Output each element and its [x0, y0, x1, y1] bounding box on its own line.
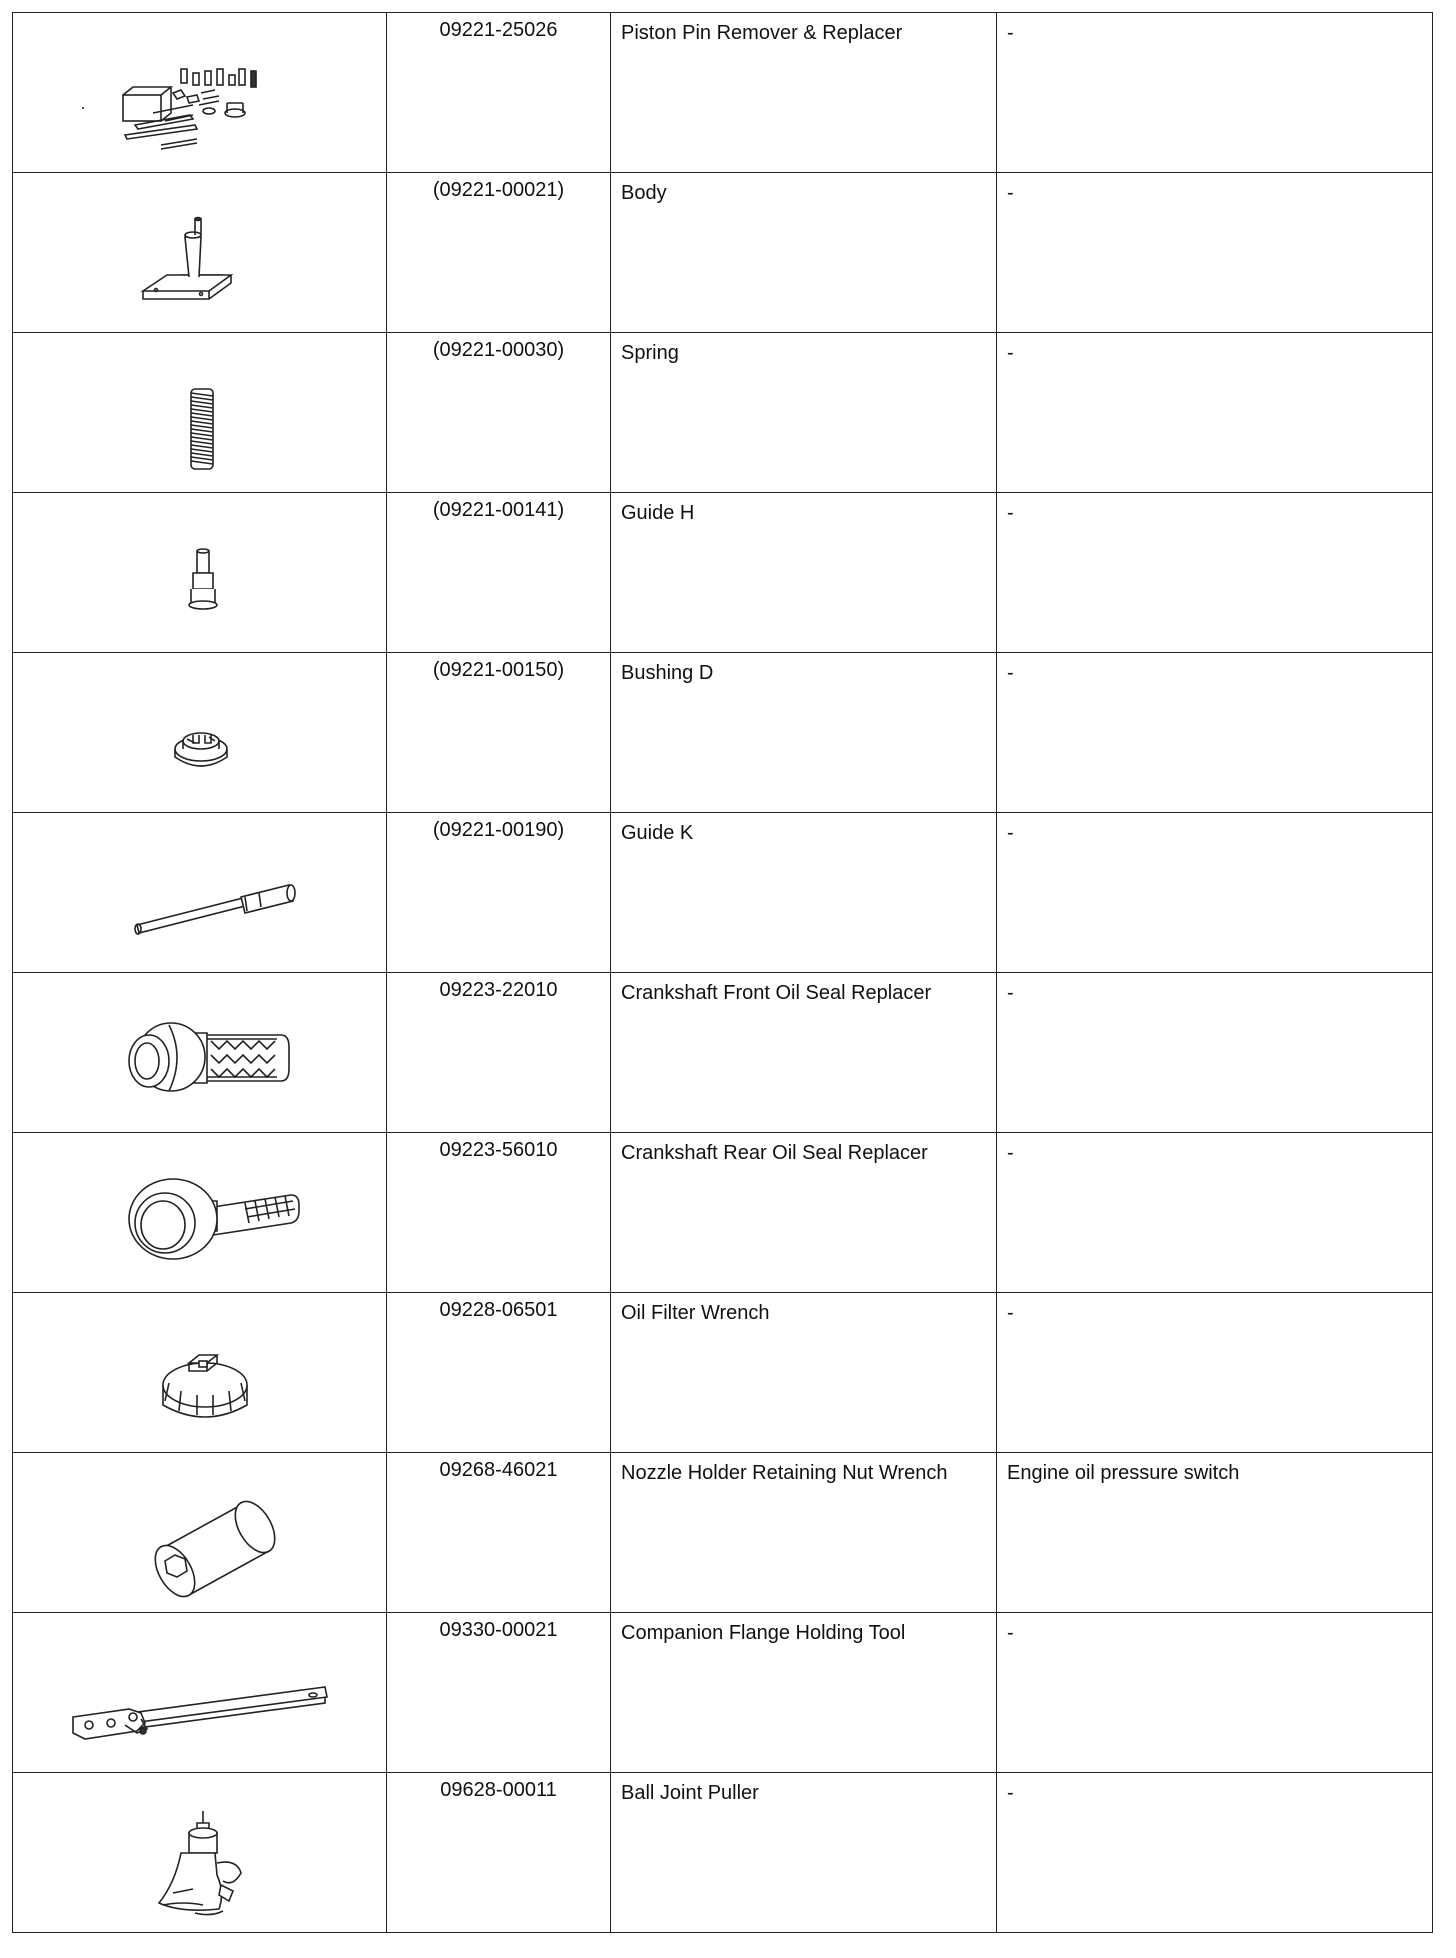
part-number: (09221-00030)	[387, 333, 611, 493]
piston-pin-kit-icon	[13, 13, 387, 173]
tool-note: -	[997, 973, 1433, 1133]
part-number: 09628-00011	[387, 1773, 611, 1933]
rear-seal-replacer-icon	[13, 1133, 387, 1293]
tool-name: Crankshaft Front Oil Seal Replacer	[611, 973, 997, 1133]
tool-image-cell	[13, 653, 387, 813]
table-row	[13, 1293, 1433, 1453]
part-number: (09221-00190)	[387, 813, 611, 973]
tool-note: -	[997, 1773, 1433, 1933]
tool-image-cell	[13, 813, 387, 973]
tool-image-cell	[13, 493, 387, 653]
table-row	[13, 173, 1433, 333]
tool-name: Crankshaft Rear Oil Seal Replacer	[611, 1133, 997, 1293]
tool-name: Guide H	[611, 493, 997, 653]
tool-note: -	[997, 333, 1433, 493]
tool-image-cell	[13, 1773, 387, 1933]
flange-holding-tool-icon	[13, 1613, 387, 1773]
part-number: (09221-00021)	[387, 173, 611, 333]
tool-name: Body	[611, 173, 997, 333]
tool-note: -	[997, 13, 1433, 173]
tool-note: -	[997, 653, 1433, 813]
part-number: 09221-25026	[387, 13, 611, 173]
table-row	[13, 333, 1433, 493]
table-row	[13, 493, 1433, 653]
table-row	[13, 813, 1433, 973]
tool-name: Companion Flange Holding Tool	[611, 1613, 997, 1773]
tool-name: Spring	[611, 333, 997, 493]
oil-filter-wrench-icon	[13, 1293, 387, 1453]
table-row	[13, 1613, 1433, 1773]
spring-icon	[13, 333, 387, 493]
part-number: (09221-00141)	[387, 493, 611, 653]
tool-name: Piston Pin Remover & Replacer	[611, 13, 997, 173]
part-number: (09221-00150)	[387, 653, 611, 813]
tool-image-cell	[13, 1293, 387, 1453]
tool-name: Oil Filter Wrench	[611, 1293, 997, 1453]
tool-image-cell	[13, 173, 387, 333]
tool-image-cell	[13, 973, 387, 1133]
tool-image-cell	[13, 1453, 387, 1613]
table-row	[13, 653, 1433, 813]
tool-name: Nozzle Holder Retaining Nut Wrench	[611, 1453, 997, 1613]
ball-joint-puller-icon	[13, 1773, 387, 1933]
tool-note: -	[997, 1133, 1433, 1293]
table-row	[13, 13, 1433, 173]
tool-image-cell	[13, 333, 387, 493]
table-row	[13, 973, 1433, 1133]
tool-image-cell	[13, 13, 387, 173]
guide-k-icon	[13, 813, 387, 973]
tool-note: -	[997, 813, 1433, 973]
tool-image-cell	[13, 1133, 387, 1293]
part-number: 09228-06501	[387, 1293, 611, 1453]
part-number: 09223-22010	[387, 973, 611, 1133]
guide-h-icon	[13, 493, 387, 653]
part-number: 09268-46021	[387, 1453, 611, 1613]
body-icon	[13, 173, 387, 333]
part-number: 09223-56010	[387, 1133, 611, 1293]
table-row	[13, 1453, 1433, 1613]
tool-name: Bushing D	[611, 653, 997, 813]
tool-name: Guide K	[611, 813, 997, 973]
tool-name: Ball Joint Puller	[611, 1773, 997, 1933]
tool-note: -	[997, 493, 1433, 653]
tool-note: Engine oil pressure switch	[997, 1453, 1433, 1613]
special-tools-table	[12, 12, 1433, 1933]
tool-note: -	[997, 173, 1433, 333]
part-number: 09330-00021	[387, 1613, 611, 1773]
front-seal-replacer-icon	[13, 973, 387, 1133]
socket-icon	[13, 1453, 387, 1613]
bushing-icon	[13, 653, 387, 813]
tool-note: -	[997, 1613, 1433, 1773]
tool-note: -	[997, 1293, 1433, 1453]
table-row	[13, 1133, 1433, 1293]
tool-image-cell	[13, 1613, 387, 1773]
table-row	[13, 1773, 1433, 1933]
